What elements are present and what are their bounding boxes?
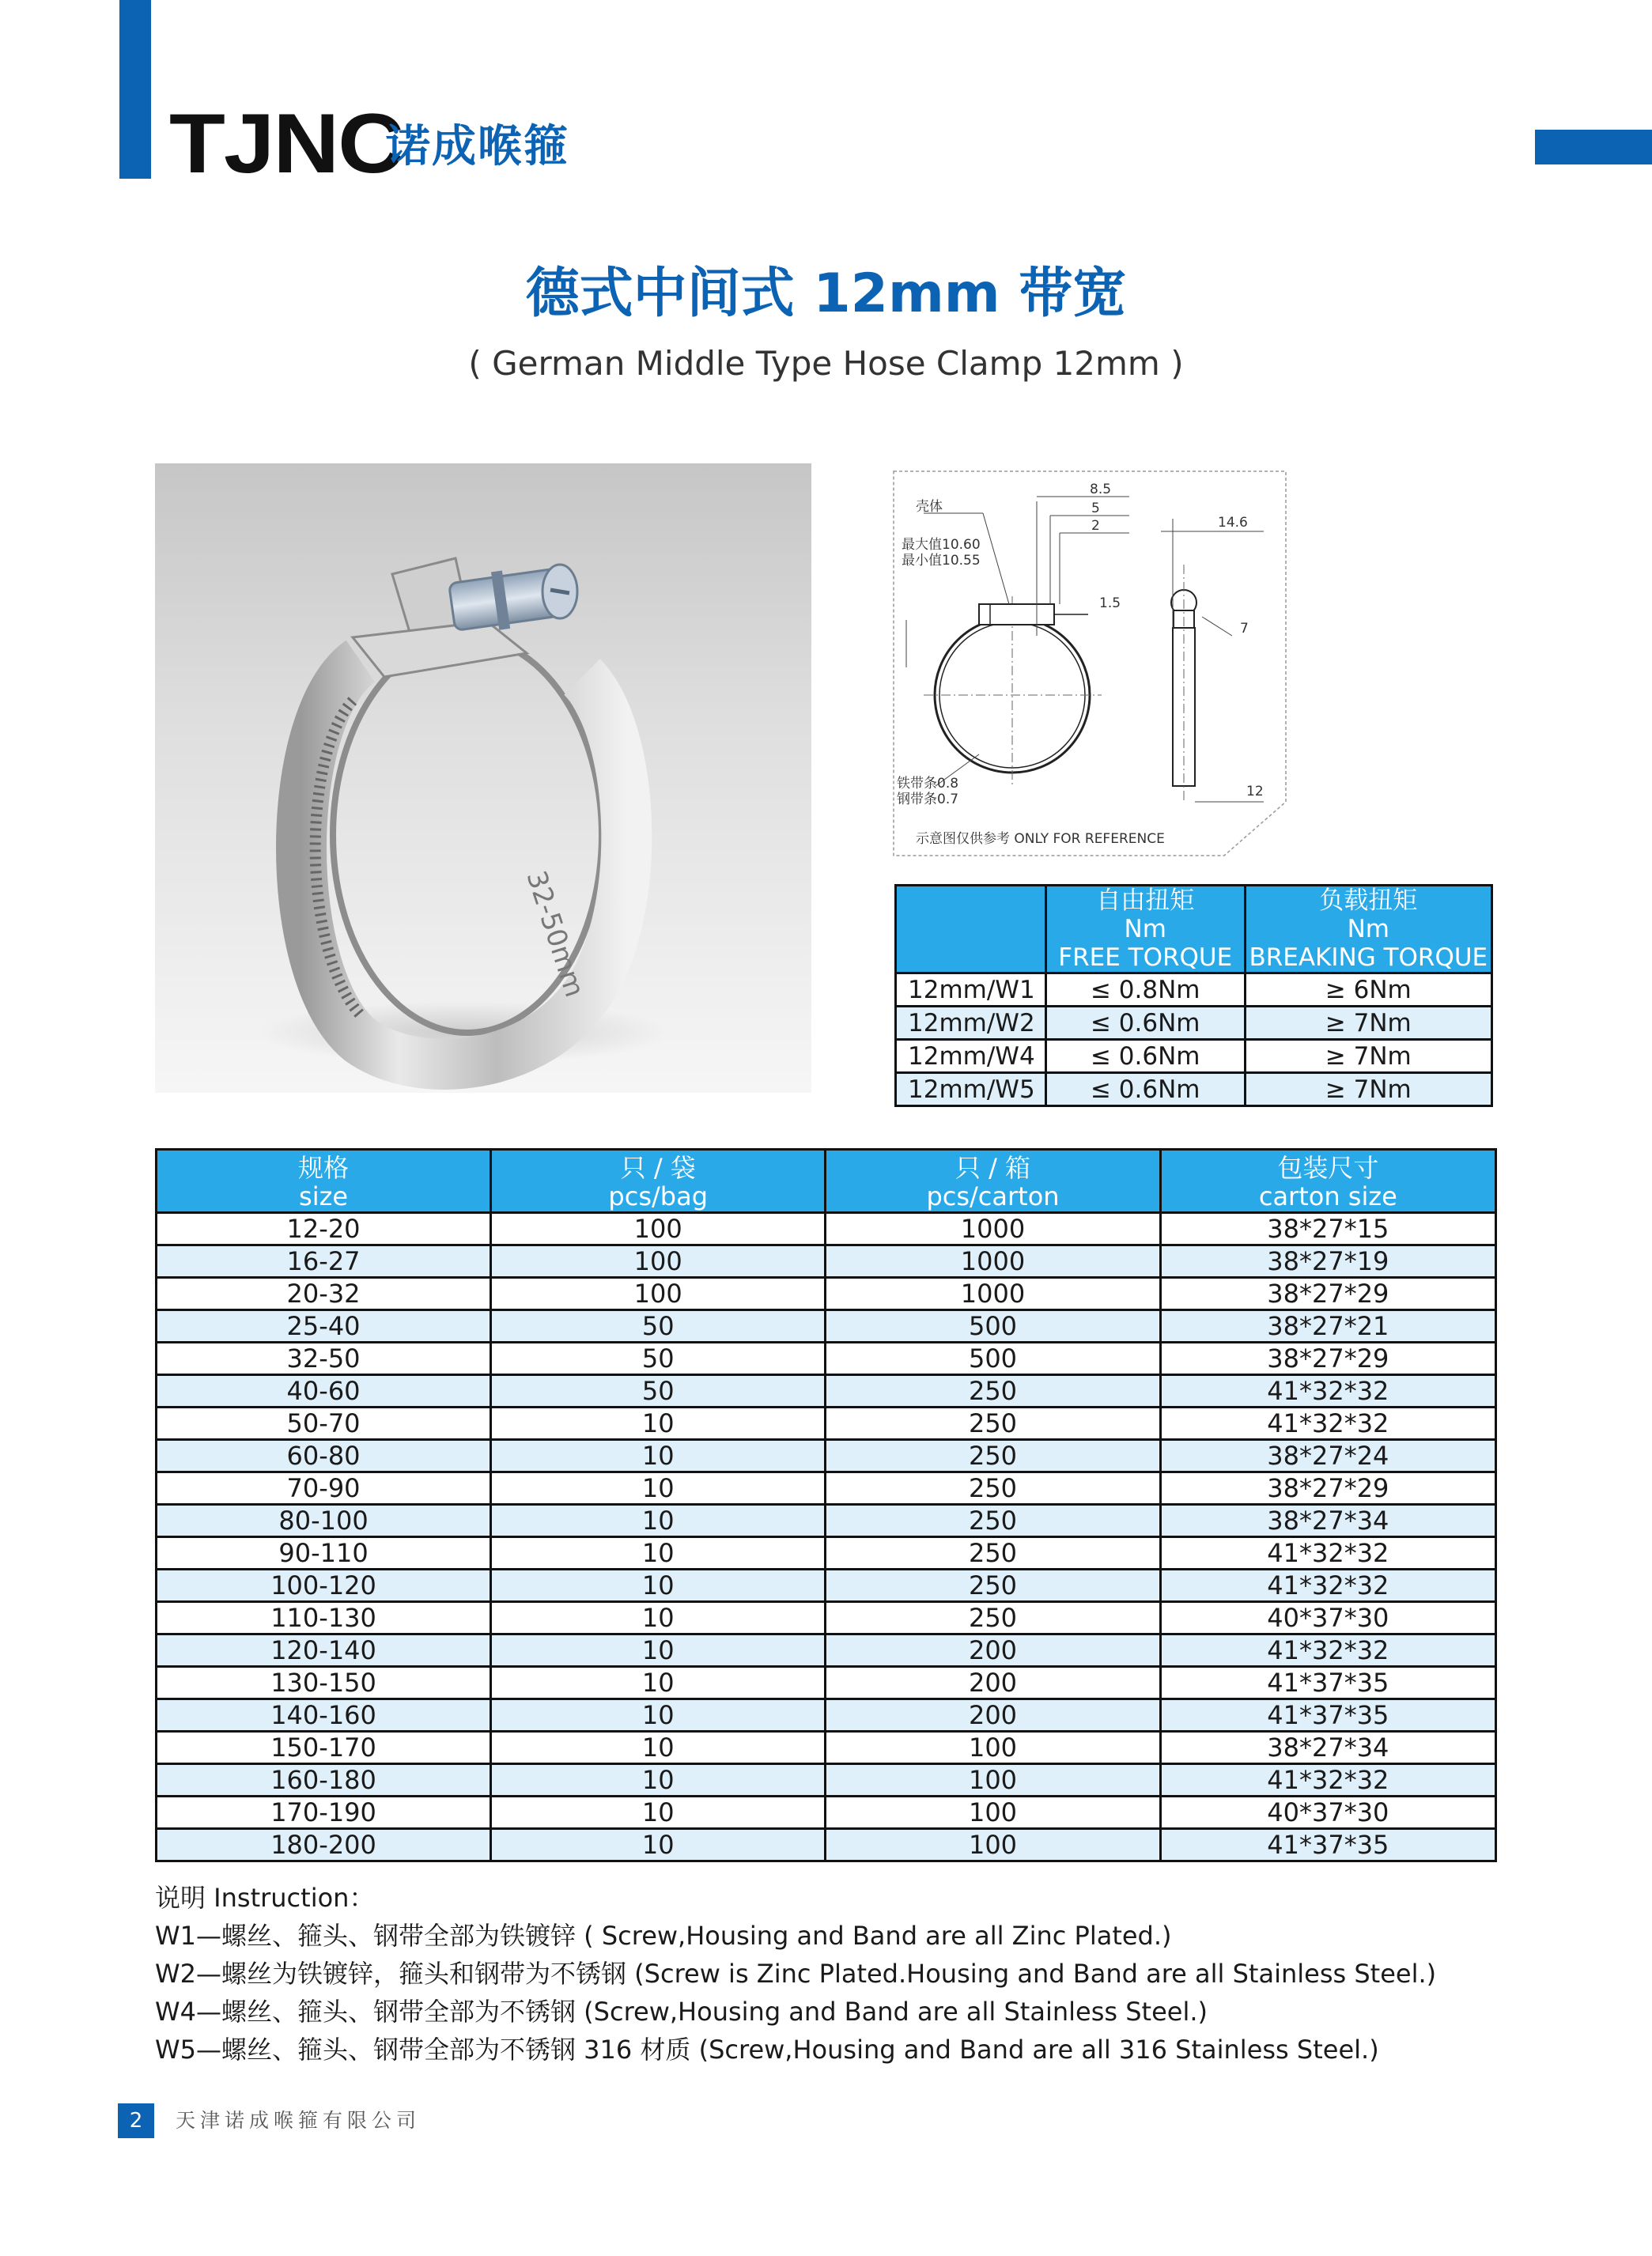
pcs-bag-cell: 100 (491, 1278, 826, 1310)
pcs-bag-cell: 10 (491, 1440, 826, 1472)
table-row (157, 1375, 1496, 1408)
size-cell: 25-40 (157, 1310, 491, 1343)
pcs-carton-cell: 250 (826, 1602, 1160, 1634)
torque-header-blank (896, 886, 1046, 973)
page-title-english: ( German Middle Type Hose Clamp 12mm ) (468, 344, 1184, 383)
pcs-bag-cell: 10 (491, 1829, 826, 1861)
table-row (896, 1073, 1492, 1106)
pcs-carton-cell: 250 (826, 1472, 1160, 1505)
torque-header-breaking: 负载扭矩 Nm BREAKING TORQUE (1245, 886, 1491, 973)
torque-model: 12mm/W1 (896, 973, 1046, 1007)
header-pcs-bag: 只 / 袋 pcs/bag (491, 1150, 826, 1213)
carton-size-cell: 41*32*32 (1160, 1408, 1495, 1440)
free-torque-value: ≤ 0.6Nm (1045, 1040, 1245, 1073)
size-cell: 180-200 (157, 1829, 491, 1861)
table-row (896, 1040, 1492, 1073)
table-row (896, 973, 1492, 1007)
carton-size-cell: 41*32*32 (1160, 1764, 1495, 1797)
pcs-bag-cell: 10 (491, 1570, 826, 1602)
pcs-carton-cell: 250 (826, 1408, 1160, 1440)
size-cell: 100-120 (157, 1570, 491, 1602)
pcs-carton-cell: 500 (826, 1343, 1160, 1375)
breaking-torque-value: ≥ 7Nm (1245, 1073, 1491, 1106)
size-cell: 50-70 (157, 1408, 491, 1440)
torque-table-header (896, 886, 1492, 973)
table-row (896, 1007, 1492, 1040)
pcs-carton-cell: 250 (826, 1570, 1160, 1602)
table-row (157, 1732, 1496, 1764)
pcs-carton-cell: 250 (826, 1440, 1160, 1472)
hose-clamp-image (155, 463, 811, 1093)
table-row (157, 1343, 1496, 1375)
pcs-carton-cell: 100 (826, 1764, 1160, 1797)
torque-header-free: 自由扭矩 Nm FREE TORQUE (1045, 886, 1245, 973)
carton-size-cell: 38*27*29 (1160, 1278, 1495, 1310)
carton-size-cell: 38*27*29 (1160, 1472, 1495, 1505)
footer-company-name: 天津诺成喉箍有限公司 (176, 2109, 422, 2132)
pcs-carton-cell: 500 (826, 1310, 1160, 1343)
drawing-reference-note: 示意图仅供参考 ONLY FOR REFERENCE (916, 831, 1165, 847)
torque-model: 12mm/W4 (896, 1040, 1046, 1073)
table-row (157, 1245, 1496, 1278)
table-row (157, 1505, 1496, 1537)
breaking-torque-value: ≥ 6Nm (1245, 973, 1491, 1007)
pcs-carton-cell: 1000 (826, 1278, 1160, 1310)
carton-size-cell: 41*32*32 (1160, 1570, 1495, 1602)
drawing-label-band-steel: 钢带条0.7 (897, 792, 959, 807)
pcs-bag-cell: 100 (491, 1213, 826, 1245)
size-cell: 12-20 (157, 1213, 491, 1245)
size-cell: 110-130 (157, 1602, 491, 1634)
table-row (157, 1472, 1496, 1505)
pcs-bag-cell: 10 (491, 1505, 826, 1537)
drawing-label-max: 最大值10.60 (902, 537, 981, 553)
carton-size-cell: 40*37*30 (1160, 1797, 1495, 1829)
spec-table-header (157, 1150, 1496, 1213)
table-row (157, 1408, 1496, 1440)
pcs-bag-cell: 50 (491, 1375, 826, 1408)
torque-model: 12mm/W5 (896, 1073, 1046, 1106)
instruction-notes (155, 1879, 1436, 2069)
dimension-12: 12 (1246, 784, 1264, 799)
table-row (157, 1667, 1496, 1699)
table-row (157, 1310, 1496, 1343)
pcs-carton-cell: 200 (826, 1634, 1160, 1667)
dimension-14-6: 14.6 (1218, 515, 1248, 531)
carton-size-cell: 41*37*35 (1160, 1699, 1495, 1732)
pcs-bag-cell: 10 (491, 1667, 826, 1699)
breaking-torque-value: ≥ 7Nm (1245, 1040, 1491, 1073)
accent-bar-right (1535, 130, 1652, 164)
size-cell: 32-50 (157, 1343, 491, 1375)
dimension-2: 2 (1091, 518, 1100, 534)
pcs-bag-cell: 10 (491, 1797, 826, 1829)
table-row (157, 1440, 1496, 1472)
size-cell: 160-180 (157, 1764, 491, 1797)
band-marking: 32-50mm (520, 867, 591, 1001)
carton-size-cell: 38*27*19 (1160, 1245, 1495, 1278)
carton-size-cell: 41*32*32 (1160, 1537, 1495, 1570)
table-row (157, 1278, 1496, 1310)
pcs-carton-cell: 1000 (826, 1213, 1160, 1245)
page-title-chinese: 德式中间式 12mm 带宽 (525, 263, 1127, 325)
pcs-bag-cell: 10 (491, 1732, 826, 1764)
carton-size-cell: 41*37*35 (1160, 1667, 1495, 1699)
table-row (157, 1797, 1496, 1829)
pcs-carton-cell: 100 (826, 1829, 1160, 1861)
pcs-bag-cell: 10 (491, 1602, 826, 1634)
carton-size-cell: 38*27*34 (1160, 1732, 1495, 1764)
free-torque-value: ≤ 0.8Nm (1045, 973, 1245, 1007)
note-w4: W4—螺丝、箍头、钢带全部为不锈钢 (Screw,Housing and Band are all Stainless Steel.) (155, 1997, 1208, 2027)
size-cell: 80-100 (157, 1505, 491, 1537)
pcs-carton-cell: 250 (826, 1505, 1160, 1537)
header-pcs-carton: 只 / 箱 pcs/carton (826, 1150, 1160, 1213)
logo-text: TJNC (169, 96, 403, 191)
free-torque-value: ≤ 0.6Nm (1045, 1073, 1245, 1106)
drawing-label-min: 最小值10.55 (902, 553, 981, 569)
accent-bar-left (119, 0, 151, 179)
note-w5: W5—螺丝、箍头、钢带全部为不锈钢 316 材质 (Screw,Housing and Band are all 316 Stainless Steel.) (155, 2035, 1379, 2065)
product-photo (155, 463, 811, 1093)
note-w1: W1—螺丝、箍头、钢带全部为铁镀锌 ( Screw,Housing and Band are all Zinc Plated.) (155, 1921, 1172, 1951)
size-cell: 70-90 (157, 1472, 491, 1505)
size-cell: 40-60 (157, 1375, 491, 1408)
technical-drawing (892, 470, 1287, 857)
pcs-bag-cell: 10 (491, 1764, 826, 1797)
carton-size-cell: 38*27*24 (1160, 1440, 1495, 1472)
carton-size-cell: 41*32*32 (1160, 1634, 1495, 1667)
size-cell: 120-140 (157, 1634, 491, 1667)
size-cell: 130-150 (157, 1667, 491, 1699)
table-row (157, 1699, 1496, 1732)
pcs-carton-cell: 100 (826, 1797, 1160, 1829)
header-carton-size: 包装尺寸 carton size (1160, 1150, 1495, 1213)
torque-table (894, 884, 1493, 1107)
carton-size-cell: 40*37*30 (1160, 1602, 1495, 1634)
pcs-carton-cell: 200 (826, 1699, 1160, 1732)
note-w2: W2—螺丝为铁镀锌，箍头和钢带为不锈钢 (Screw is Zinc Plated.Housing and Band are all Stainless Steel.) (155, 1959, 1437, 1989)
pcs-carton-cell: 250 (826, 1375, 1160, 1408)
drawing-label-band-iron: 铁带条0.8 (897, 776, 959, 792)
size-cell: 16-27 (157, 1245, 491, 1278)
dimension-7: 7 (1240, 621, 1249, 637)
size-cell: 90-110 (157, 1537, 491, 1570)
dimension-8-5: 8.5 (1090, 482, 1112, 497)
size-cell: 20-32 (157, 1278, 491, 1310)
specification-table (155, 1148, 1497, 1862)
drawing-label-housing: 壳体 (916, 499, 943, 515)
carton-size-cell: 38*27*29 (1160, 1343, 1495, 1375)
pcs-bag-cell: 50 (491, 1343, 826, 1375)
table-row (157, 1213, 1496, 1245)
carton-size-cell: 38*27*34 (1160, 1505, 1495, 1537)
pcs-bag-cell: 10 (491, 1537, 826, 1570)
free-torque-value: ≤ 0.6Nm (1045, 1007, 1245, 1040)
pcs-bag-cell: 50 (491, 1310, 826, 1343)
dimension-1-5: 1.5 (1099, 595, 1121, 611)
pcs-bag-cell: 100 (491, 1245, 826, 1278)
table-row (157, 1570, 1496, 1602)
table-row (157, 1634, 1496, 1667)
table-row (157, 1602, 1496, 1634)
carton-size-cell: 41*37*35 (1160, 1829, 1495, 1861)
header-size: 规格 size (157, 1150, 491, 1213)
size-cell: 140-160 (157, 1699, 491, 1732)
table-row (157, 1829, 1496, 1861)
breaking-torque-value: ≥ 7Nm (1245, 1007, 1491, 1040)
pcs-bag-cell: 10 (491, 1699, 826, 1732)
pcs-carton-cell: 200 (826, 1667, 1160, 1699)
size-cell: 170-190 (157, 1797, 491, 1829)
dimension-5: 5 (1091, 501, 1100, 516)
size-cell: 150-170 (157, 1732, 491, 1764)
carton-size-cell: 41*32*32 (1160, 1375, 1495, 1408)
pcs-bag-cell: 10 (491, 1408, 826, 1440)
table-row (157, 1537, 1496, 1570)
pcs-bag-cell: 10 (491, 1634, 826, 1667)
page-number: 2 (118, 2103, 154, 2138)
logo-chinese-name: 诺成喉箍 (386, 121, 569, 172)
pcs-bag-cell: 10 (491, 1472, 826, 1505)
table-row (157, 1764, 1496, 1797)
torque-model: 12mm/W2 (896, 1007, 1046, 1040)
pcs-carton-cell: 1000 (826, 1245, 1160, 1278)
pcs-carton-cell: 100 (826, 1732, 1160, 1764)
carton-size-cell: 38*27*21 (1160, 1310, 1495, 1343)
size-cell: 60-80 (157, 1440, 491, 1472)
carton-size-cell: 38*27*15 (1160, 1213, 1495, 1245)
pcs-carton-cell: 250 (826, 1537, 1160, 1570)
notes-heading: 说明 Instruction： (155, 1883, 375, 1913)
